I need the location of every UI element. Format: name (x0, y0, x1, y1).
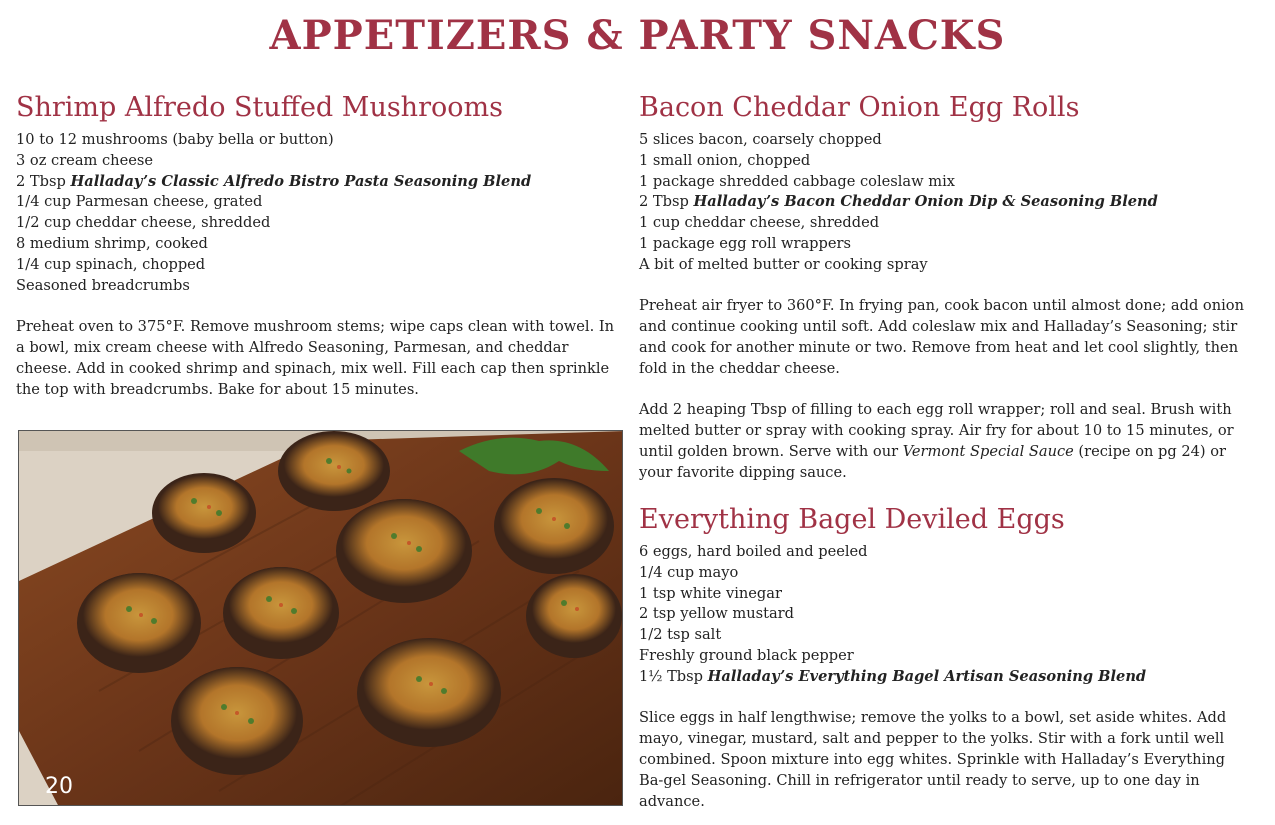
stuffed-mushrooms-photo (18, 430, 623, 806)
ingredient-item: 1/4 cup Parmesan cheese, grated (16, 193, 263, 211)
recipe-title: Bacon Cheddar Onion Egg Rolls (639, 92, 1080, 123)
directions: Preheat oven to 375°F. Remove mushroom stems; wipe caps clean with towel. In a bowl, mix cream cheese with Alfredo Seasoning, Parmesan, and cheddar cheese. Add in cooked shrimp and spinach, mix well. Fill each cap then sprinkle the top with breadcrumbs. Bake for about 15 minutes. (16, 318, 615, 398)
ingredient-list (639, 130, 1249, 276)
ingredient-item: 6 eggs, hard boiled and peeled (639, 543, 868, 560)
seasoning-blend-name: Halladay’s Classic Alfredo Bistro Pasta Seasoning Blend (70, 172, 532, 190)
directions: Slice eggs in half lengthwise; remove the yolks to a bowl, set aside whites. Add mayo, vinegar, mustard, salt and pepper to the yolks. Stir with a fork until well combined. Spoon mixture into egg whites. Sprinkle with Halladay’s Everything Ba-gel Seasoning. Chill in refrigerator until ready to serve, up to one day in advance. (639, 709, 1227, 810)
ingredient-item: Seasoned breadcrumbs (16, 276, 190, 294)
ingredient-item: 1 package egg roll wrappers (639, 234, 851, 252)
recipe-bacon-cheddar-egg-rolls (639, 90, 1249, 484)
ingredient-item: 10 to 12 mushrooms (baby bella or button) (16, 131, 334, 148)
photo-illustration (19, 431, 623, 806)
seasoning-blend-name: Halladay’s Everything Bagel Artisan Seasoning Blend (707, 667, 1147, 685)
recipe-everything-bagel-deviled-eggs (639, 502, 1249, 812)
ingredient-item: 1/4 cup mayo (639, 563, 739, 581)
ingredient-list (16, 130, 616, 296)
ingredient-list (639, 542, 1249, 688)
directions: Preheat air fryer to 360°F. In frying pan, cook bacon until almost done; add onion and continue cooking until soft. Add coleslaw mix and Halladay’s Seasoning; stir and cook for another minute or two. Remove from heat and let cool slightly, then fold in the cheddar cheese. (639, 297, 1244, 377)
ingredient-item: 1/2 tsp salt (639, 626, 722, 644)
ingredient-item: 2 Tbsp Halladay’s Classic Alfredo Bistro Pasta Seasoning Blend (16, 172, 532, 190)
ingredient-item: 2 tsp yellow mustard (639, 605, 795, 623)
ingredient-item: 1 tsp white vinegar (639, 584, 782, 602)
ingredient-item: 1/4 cup spinach, chopped (16, 255, 206, 273)
ingredient-item: 8 medium shrimp, cooked (16, 234, 208, 252)
directions-continued: Add 2 heaping Tbsp of filling to each egg roll wrapper; roll and seal. Brush with melted butter or spray with cooking spray. Air fry for about 10 to 15 minutes, or until golden brown. Serve with our Vermont Special Sauce (recipe on pg 24) or your favorite dipping sauce. (639, 401, 1234, 481)
ingredient-item: Freshly ground black pepper (639, 646, 854, 664)
sauce-reference: Vermont Special Sauce (902, 442, 1074, 460)
recipe-title: Shrimp Alfredo Stuffed Mushrooms (16, 92, 503, 123)
page-number: 20 (45, 774, 73, 799)
ingredient-item: 1½ Tbsp Halladay’s Everything Bagel Artisan Seasoning Blend (639, 667, 1147, 685)
recipe-shrimp-alfredo-mushrooms (16, 90, 616, 400)
ingredient-item: 1/2 cup cheddar cheese, shredded (16, 214, 271, 232)
page-title: APPETIZERS & PARTY SNACKS (269, 12, 1006, 59)
ingredient-item: 1 package shredded cabbage coleslaw mix (639, 172, 955, 190)
seasoning-blend-name: Halladay’s Bacon Cheddar Onion Dip & Seasoning Blend (693, 193, 1158, 211)
ingredient-item: 3 oz cream cheese (16, 151, 153, 169)
ingredient-item: A bit of melted butter or cooking spray (639, 255, 928, 273)
ingredient-item: 2 Tbsp Halladay’s Bacon Cheddar Onion Dip & Seasoning Blend (639, 193, 1158, 211)
ingredient-item: 5 slices bacon, coarsely chopped (639, 131, 882, 148)
ingredient-item: 1 cup cheddar cheese, shredded (639, 214, 880, 232)
recipe-title: Everything Bagel Deviled Eggs (639, 504, 1065, 535)
ingredient-item: 1 small onion, chopped (639, 151, 811, 169)
